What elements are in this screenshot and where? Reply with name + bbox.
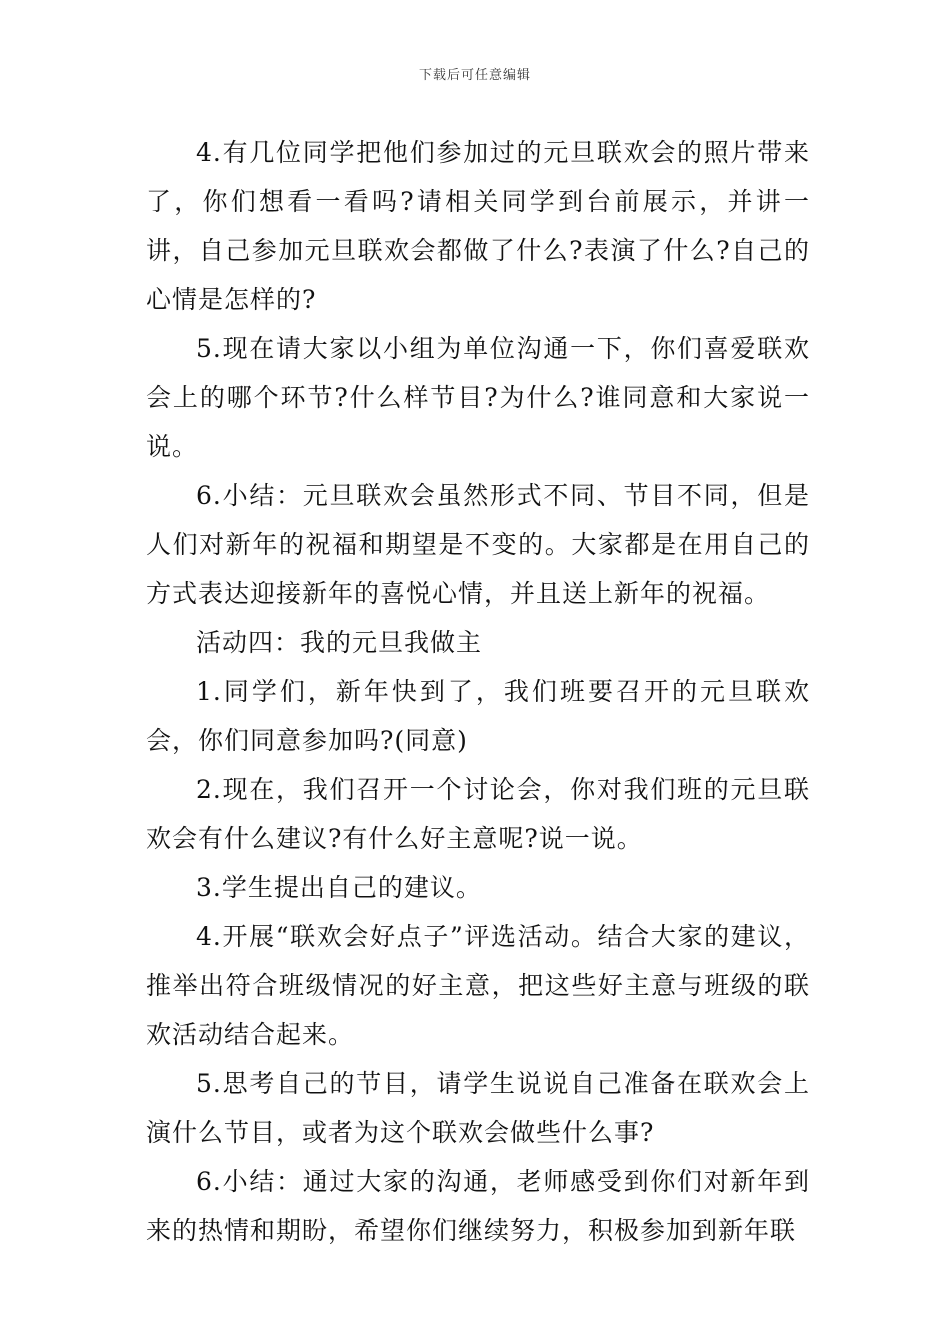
paragraph-activity4-step-1: 1.同学们，新年快到了，我们班要召开的元旦联欢会，你们同意参加吗?(同意) [146,677,810,755]
activity-four-heading: 活动四：我的元旦我做主 [196,628,483,657]
paragraph-activity4-step-5: 5.思考自己的节目，请学生说说自己准备在联欢会上演什么节目，或者为这个联欢会做些什么事? [146,1069,810,1147]
paragraph-step-6-summary: 6.小结：元旦联欢会虽然形式不同、节目不同，但是人们对新年的祝福和期望是不变的。大家都是在用自己的方式表达迎接新年的喜悦心情，并且送上新年的祝福。 [146,481,810,608]
paragraph-activity4-step-4: 4.开展“联欢会好点子”评选活动。结合大家的建议，推举出符合班级情况的好主意，把这些好主意与班级的联欢活动结合起来。 [146,922,810,1049]
document-body [146,128,810,1255]
paragraph-activity4-step-6: 6.小结：通过大家的沟通，老师感受到你们对新年到来的热情和期盼，希望你们继续努力，积极参加到新年联 [146,1167,810,1245]
paragraph-activity4-step-3: 3.学生提出自己的建议。 [196,873,482,902]
paragraph-step-4-photos: 4.有几位同学把他们参加过的元旦联欢会的照片带来了，你们想看一看吗?请相关同学到台前展示，并讲一讲，自己参加元旦联欢会都做了什么?表演了什么?自己的心情是怎样的? [146,138,810,314]
page-header: 下载后可任意编辑 [418,68,531,83]
paragraph-step-5-discussion: 5.现在请大家以小组为单位沟通一下，你们喜爱联欢会上的哪个环节?什么样节目?为什么?谁同意和大家说一说。 [146,334,810,461]
paragraph-activity4-step-2: 2.现在，我们召开一个讨论会，你对我们班的元旦联欢会有什么建议?有什么好主意呢?说一说。 [146,775,810,853]
